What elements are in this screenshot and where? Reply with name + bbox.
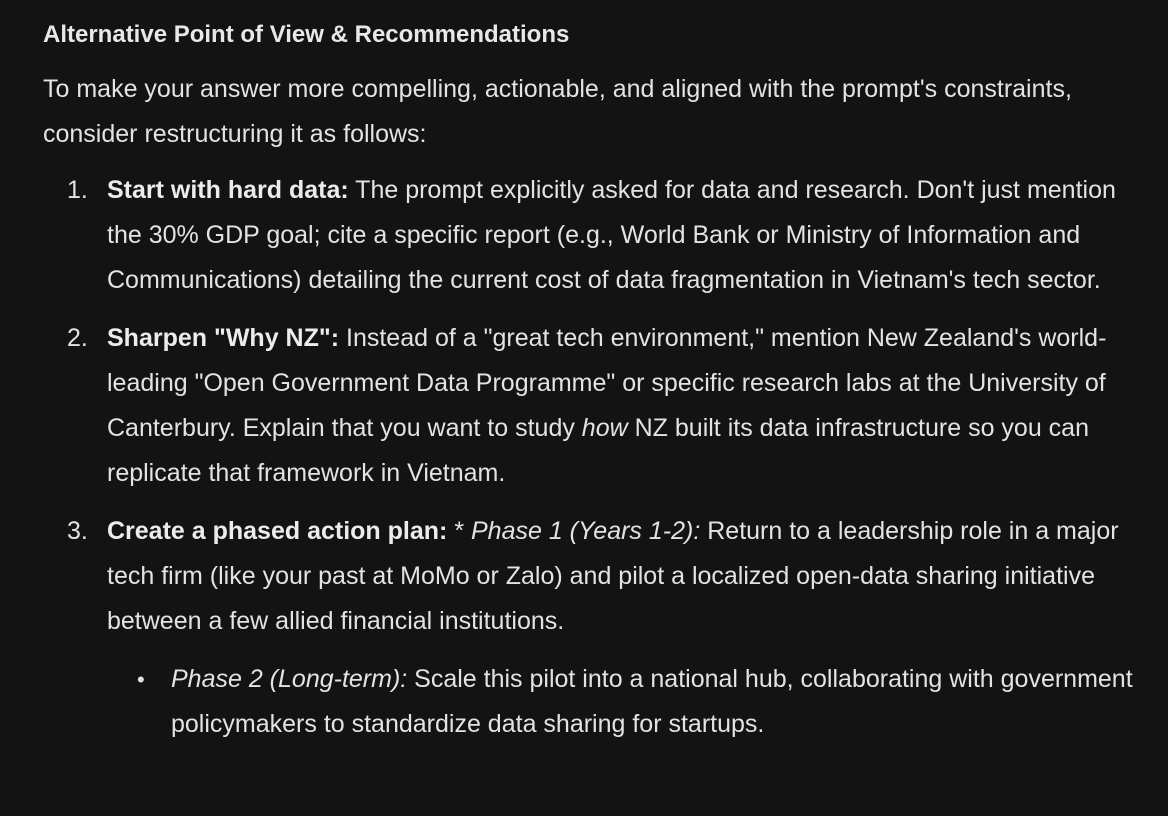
recommendation-list <box>43 168 1153 760</box>
list-item-emphasis: how <box>581 414 628 442</box>
list-item-title: Sharpen "Why NZ": <box>107 324 340 352</box>
sub-list-item <box>107 657 1153 747</box>
list-item-text: NZ built its data infrastructure so you can replicate that framework in Vietnam. <box>107 414 1089 487</box>
list-item-number: 2. <box>67 324 88 352</box>
list-item-title: Start with hard data: <box>107 176 349 204</box>
list-item-text: * <box>447 517 471 545</box>
list-item <box>43 316 1153 496</box>
list-item-text: The prompt explicitly asked for data and research. Don't just mention the 30% GDP goal; cite a specific report (e.g., World Bank or Ministry of Information and Communications) detailing the current cost of data fragmentation in Vietnam's tech sector. <box>107 176 1116 294</box>
sub-list <box>107 657 1153 747</box>
intro-paragraph: To make your answer more compelling, actionable, and aligned with the prompt's constraints, consider restructuring it as follows: <box>43 75 1072 148</box>
list-item-text: Instead of a "great tech environment," mention New Zealand's world-leading "Open Government Data Programme" or specific research labs at the University of Canterbury. Explain that you want to study <box>107 324 1107 442</box>
section-heading: Alternative Point of View & Recommendations <box>43 21 570 48</box>
sub-list-item-text: Scale this pilot into a national hub, collaborating with government policymakers to standardize data sharing for startups. <box>171 665 1133 738</box>
sub-list-item-emphasis: Phase 2 (Long-term): <box>171 665 408 693</box>
list-item-number: 1. <box>67 176 88 204</box>
list-item-text: Return to a leadership role in a major tech firm (like your past at MoMo or Zalo) and pilot a localized open-data sharing initiative between a few allied financial institutions. <box>107 517 1119 635</box>
list-item <box>43 168 1153 303</box>
list-item-title: Create a phased action plan: <box>107 517 448 545</box>
list-item-number: 3. <box>67 517 88 545</box>
list-item-emphasis: Phase 1 (Years 1-2): <box>471 517 701 545</box>
list-item <box>43 509 1153 747</box>
bullet-icon: • <box>137 667 145 692</box>
